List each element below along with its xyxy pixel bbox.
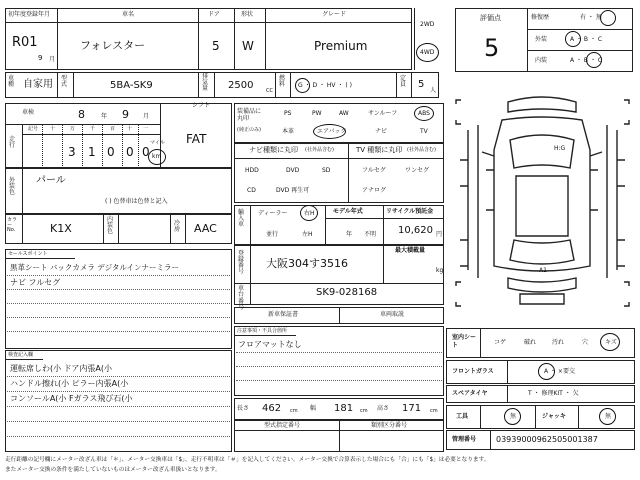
- notes-label: 注意事項・不具合箇所: [237, 328, 288, 334]
- navi-hdd: HDD: [245, 167, 259, 174]
- equip-pw: PW: [312, 110, 322, 117]
- doors-value: 5: [212, 39, 220, 53]
- left-side-profile: [468, 125, 478, 278]
- type-no-label: 型式指定番号: [264, 422, 301, 429]
- bracket: [624, 282, 629, 306]
- inspection-label: 車検: [22, 109, 35, 116]
- new-car-warranty: 新車保証書: [268, 311, 299, 318]
- width-label: 幅: [310, 405, 317, 412]
- repair-label: 修復歴: [531, 14, 550, 21]
- rear-bumper: [508, 278, 576, 292]
- reg-year-label: 初年度登録年月: [8, 11, 51, 18]
- fuel-label: 燃料: [279, 75, 286, 88]
- tools-circle: [504, 408, 521, 425]
- navi-dvd-play: DVD 再生可: [276, 187, 310, 194]
- navi-sd: SD: [322, 167, 331, 174]
- bracket: [624, 100, 629, 124]
- equipment-label: 装備品に丸印: [237, 108, 262, 123]
- grade-label: グレード: [322, 11, 347, 18]
- management-label: 管理番号: [452, 436, 477, 443]
- mileage-digit: 0: [107, 145, 115, 159]
- recycle-unit: 円: [436, 231, 443, 238]
- ac-label: 冷房: [174, 220, 181, 233]
- equipment-sub-label: (純正のみ): [237, 127, 261, 133]
- recycle-value: 10,620: [398, 225, 433, 236]
- digit-header: 記号: [28, 126, 39, 132]
- recycle-label: リサイクル預託金: [386, 208, 434, 215]
- reg-month-unit: 月: [49, 56, 56, 63]
- mileage-digit: 0: [126, 145, 134, 159]
- car-damage-diagram: [450, 90, 635, 322]
- equip-abs: ABS: [418, 110, 430, 117]
- repair-options: 有 ・ 無: [580, 14, 602, 21]
- inspector-notes-label: 検査記入欄: [8, 352, 34, 358]
- color-code-label: カラーNo.: [7, 217, 18, 233]
- length-label: 長さ: [237, 405, 250, 412]
- car-outline-svg: [450, 90, 635, 322]
- seat-opt-tear: 破れ: [524, 339, 537, 346]
- tools-label: 工具: [456, 413, 469, 420]
- diagram-bottom-label: A1: [539, 267, 547, 274]
- sales-point-line2: ナビ フルセグ: [10, 278, 61, 287]
- import-label: 輸入車: [238, 209, 245, 228]
- equip-leather: 本革: [282, 128, 295, 135]
- seat-scratch-circle: [600, 333, 620, 351]
- score-value: 5: [484, 34, 500, 62]
- score-label: 評価点: [480, 14, 501, 22]
- chassis-value: SK9-028168: [316, 287, 378, 298]
- interior-seat-label: 室内シート: [452, 334, 477, 350]
- sales-point-line1: 黒革シート バックカメラ デジタルインナーミラー: [10, 263, 179, 272]
- inspection-month-unit: 月: [143, 113, 150, 120]
- tv-analog: アナログ: [362, 187, 387, 194]
- displacement-label: 排気量: [202, 73, 209, 92]
- footer-line1: 走行距離の記号欄にメーター改ざん車は「＊」、メーター交換車は「$」、走行不明車は「＃」を記入してください。メーター交換で合算表示した場合にも「合」にも「$」は必要となります。: [5, 457, 490, 463]
- length-unit: cm: [290, 408, 298, 414]
- inspector-notes-line1: 運転席しわ(小 ドア内張A(小: [10, 364, 113, 373]
- spare-tire-label: スペアタイヤ: [452, 390, 488, 397]
- bracket: [456, 100, 461, 124]
- import-dealer: ディーラー: [258, 210, 288, 217]
- fuel-options: G ・ D ・ HV ・ ( ): [298, 82, 352, 89]
- manual: 車両取説: [380, 311, 405, 318]
- exterior-color-value: パール: [36, 175, 66, 186]
- displacement-value: 2500: [228, 80, 254, 91]
- repair-circle: [600, 10, 616, 26]
- digit-header: 十: [127, 126, 133, 132]
- mileage-digit: 3: [68, 145, 76, 159]
- right-side-profile: [607, 125, 617, 278]
- equip-navi: ナビ: [375, 128, 388, 135]
- exterior-grade-circle: [565, 31, 581, 47]
- color-code-value: K1X: [50, 222, 72, 235]
- bracket: [456, 282, 461, 306]
- ac-value: AAC: [194, 222, 217, 235]
- drive-4wd-circle: [416, 43, 439, 62]
- management-value: 03939000962505001387: [496, 435, 598, 444]
- width-unit: cm: [360, 408, 368, 414]
- max-load-unit: kg: [436, 267, 444, 274]
- reg-year-value: R01: [12, 35, 38, 50]
- seat-opt-hole: 穴: [582, 339, 589, 346]
- front-glass-label: フロントガラス: [452, 368, 494, 375]
- model-label: 型式: [61, 75, 68, 88]
- model-year-year: 年: [346, 231, 353, 238]
- sales-point-label: セールスポイント: [8, 251, 48, 257]
- shape-label: 形状: [241, 11, 254, 18]
- digit-header: 万: [70, 126, 76, 132]
- mirrors: [482, 152, 602, 156]
- tv-sub: (社外品含む): [407, 147, 436, 153]
- km-label: km: [152, 153, 162, 160]
- inspection-year-unit: 年: [101, 113, 108, 120]
- equip-aw: AW: [339, 110, 349, 117]
- navi-cd: CD: [247, 187, 256, 194]
- car-name-value: フォレスター: [80, 39, 146, 52]
- diagram-center-label: H:G: [554, 145, 566, 152]
- inspection-year: 8: [78, 108, 85, 121]
- seat-opt-burn: コゲ: [494, 339, 507, 346]
- left-wheel-marks: [460, 160, 468, 266]
- import-right-circle: [300, 205, 318, 221]
- jack-value: 無: [605, 413, 612, 420]
- capacity-label: 定員: [400, 75, 407, 88]
- grade-value: Premium: [314, 39, 368, 53]
- import-left: 左H: [302, 231, 313, 238]
- equip-abs-circle: [414, 106, 434, 121]
- rear-plate-area: [520, 294, 564, 304]
- plate-value: 大阪304す3516: [266, 257, 348, 270]
- seat-opt-scratch: キズ: [605, 339, 617, 346]
- mile-label: マイル: [150, 140, 165, 146]
- interior-grade-label: 内装: [535, 57, 548, 64]
- digit-header: 一: [143, 126, 149, 132]
- length-value: 462: [262, 403, 282, 414]
- chassis-label: 車台番号: [238, 285, 245, 311]
- footer-line2: またメーター交換の条件を満たしていないものはメーター改ざん車扱いとなります。: [5, 467, 221, 473]
- drive-2wd: 2WD: [420, 21, 435, 28]
- height-value: 171: [402, 403, 422, 414]
- displacement-unit: CC: [266, 88, 273, 94]
- km-circle: [148, 149, 166, 165]
- exterior-grade-label: 外装: [535, 36, 548, 43]
- mileage-digit: 0: [142, 145, 150, 159]
- interior-color-label: 内装色: [107, 216, 114, 235]
- notes-value: フロアマットなし: [238, 340, 302, 349]
- equip-airbag: エアバック: [317, 128, 347, 135]
- model-year-label: モデル年式: [333, 208, 363, 215]
- shift-value: FAT: [186, 132, 207, 146]
- width-value: 181: [334, 403, 354, 414]
- shift-label: シフト: [192, 102, 211, 109]
- roof: [516, 176, 568, 236]
- front-bumper: [508, 97, 576, 112]
- capacity-unit: 人: [430, 87, 437, 94]
- vehicle-row: [5, 72, 439, 98]
- fuel-g-circle: [295, 78, 310, 93]
- import-parallel: 並行: [266, 231, 279, 238]
- reg-month-value: 9: [38, 54, 43, 62]
- navi-dvd: DVD: [286, 167, 300, 174]
- tv-oneseg: ワンセグ: [405, 167, 430, 174]
- car-name-label: 車名: [122, 11, 135, 18]
- equip-airbag-circle: [313, 124, 346, 139]
- front-glass-circle: [538, 363, 555, 380]
- height-label: 高さ: [377, 405, 390, 412]
- equip-sunroof: サンルーフ: [368, 110, 398, 117]
- right-wheel-marks: [617, 160, 625, 266]
- tools-value: 無: [510, 413, 517, 420]
- class-no-label: 類別区分番号: [371, 422, 408, 429]
- exterior-grade-options: A ・ B ・ C: [570, 36, 603, 43]
- inspection-month: 9: [122, 108, 129, 121]
- digit-header: 百: [110, 126, 116, 132]
- exterior-color-label: 外装色: [9, 177, 16, 196]
- jack-circle: [599, 408, 616, 425]
- equip-tv: TV: [420, 128, 428, 135]
- navi-sub: (社外品含む): [305, 147, 334, 153]
- height-unit: cm: [430, 408, 438, 414]
- vehicle-type-value: 自家用: [23, 79, 53, 90]
- shape-value: W: [242, 39, 254, 53]
- interior-grade-circle: [586, 52, 602, 68]
- inspector-notes-line3: コンソールA(小 Fガラス飛び石(小: [10, 394, 133, 403]
- drive-4wd: 4WD: [420, 49, 435, 56]
- model-year-unknown: 不明: [364, 231, 377, 238]
- seat-opt-stain: 汚れ: [552, 339, 565, 346]
- digit-header: 千: [90, 126, 96, 132]
- equip-ps: PS: [284, 110, 292, 117]
- tv-fullseg: フルセグ: [362, 167, 386, 174]
- capacity-value: 5: [418, 79, 425, 90]
- doors-label: ドア: [208, 11, 220, 18]
- jack-label: ジャッキ: [542, 413, 566, 420]
- exterior-color-note: ( ) 色替車は色替と記入: [105, 198, 168, 205]
- navi-label: ナビ種類に丸印: [249, 146, 298, 154]
- front-glass-options: A ・ ×要交: [544, 368, 575, 375]
- mileage-digit: 1: [88, 145, 96, 159]
- inspector-notes-line2: ハンドル擦れ(小 ピラー内張A(小: [10, 379, 129, 388]
- digit-header: 十: [50, 126, 56, 132]
- plate-label: 登録番号: [238, 250, 245, 275]
- tv-label: TV 種類に丸印: [356, 146, 403, 154]
- vehicle-type-label: 車種: [8, 75, 15, 88]
- import-right: 右H: [304, 210, 315, 217]
- notes-box: [234, 326, 444, 396]
- mileage-label: 走行: [9, 136, 16, 149]
- rear-window: [510, 240, 574, 264]
- interior-grade-options: A ・ B ・ C: [570, 57, 603, 64]
- model-value: 5BA-SK9: [110, 80, 153, 91]
- spare-tire-options: T ・ 修理KIT ・ 欠: [528, 390, 579, 397]
- max-load-label: 最大積載量: [395, 247, 426, 254]
- body-top-view: [494, 117, 590, 271]
